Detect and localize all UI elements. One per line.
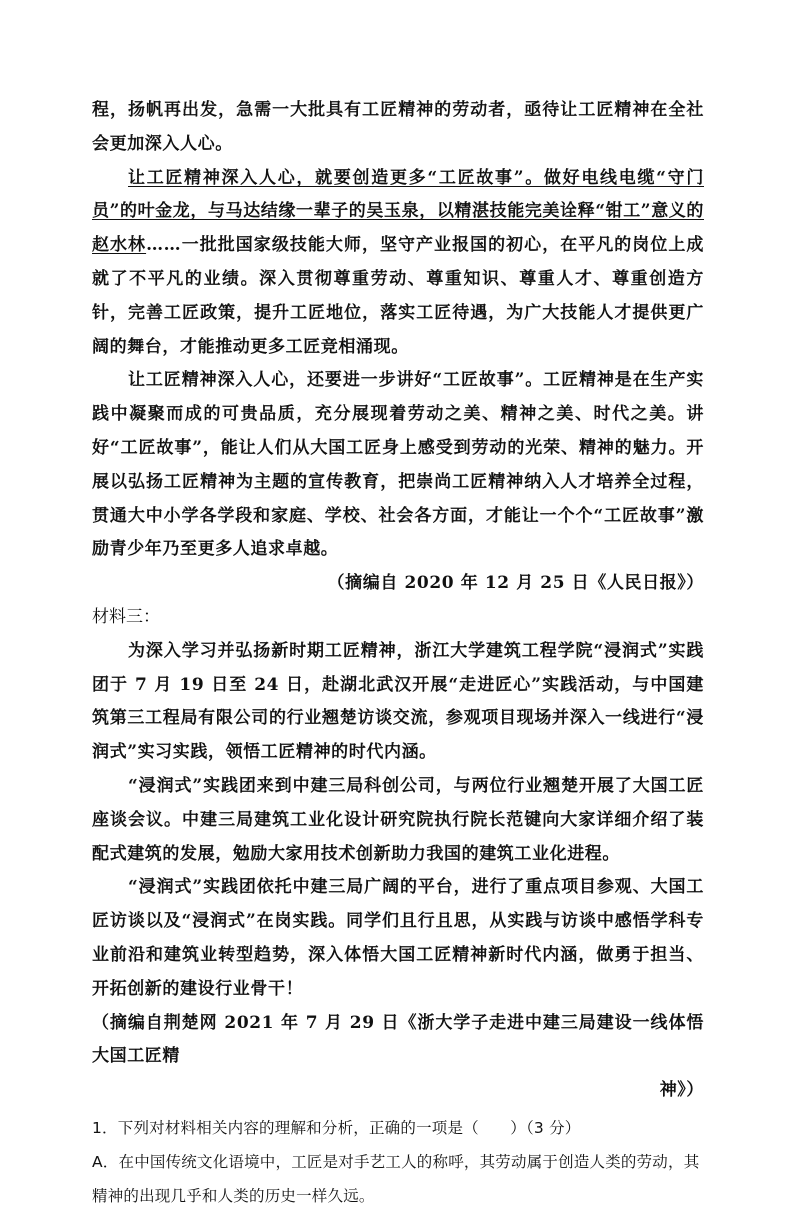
material-three-source-line-1: （摘编自荆楚网 2021 年 7 月 29 日《浙大学子走进中建三局建设一线体悟大国工匠精 bbox=[92, 1012, 704, 1067]
question-1-option-a: A．在中国传统文化语境中，工匠是对手艺工人的称呼，其劳动属于创造人类的劳动，其精神的出现几乎和人类的历史一样久远。 bbox=[92, 1152, 700, 1205]
material-two-continued-paragraph: 程，扬帆再出发，急需一大批具有工匠精神的劳动者，亟待让工匠精神在全社会更加深入人心。 bbox=[92, 100, 704, 154]
material-three-paragraph-3: “浸润式”实践团依托中建三局广阔的平台，进行了重点项目参观、大国工匠访谈以及“浸润式”在岗实践。同学们且行且思，从实践与访谈中感悟学科专业前沿和建筑业转型趋势，深入体悟大国工匠精神新时代内涵，做勇于担当、开拓创新的建设行业骨干！ bbox=[92, 877, 704, 999]
material-three-paragraph-1: 为深入学习并弘扬新时期工匠精神，浙江大学建筑工程学院“浸润式”实践团于 7 月 19 日至 24 日，赴湖北武汉开展“走进匠心”实践活动，与中国建筑第三工程局有限公司的行业翘楚访谈交流，参观项目现场并深入一线进行“浸润式”实习实践，领悟工匠精神的时代内涵。 bbox=[92, 640, 704, 763]
material-two-paragraph-tell-stories: 让工匠精神深入人心，还要进一步讲好“工匠故事”。工匠精神是在生产实践中凝聚而成的可贵品质，充分展现着劳动之美、精神之美、时代之美。讲好“工匠故事”，能让人们从大国工匠身上感受到劳动的光荣、精神的魅力。开展以弘扬工匠精神为主题的宣传教育，把崇尚工匠精神纳入人才培养全过程，贯通大中小学各学段和家庭、学校、社会各方面，才能让一个个“工匠故事”激励青少年乃至更多人追求卓越。 bbox=[92, 370, 704, 560]
document-page bbox=[92, 94, 704, 1213]
material-two-source: （摘编自 2020 年 12 月 25 日《人民日报》） bbox=[327, 573, 704, 594]
underlined-passage: 让工匠精神深入人心，就要创造更多“工匠故事”。做好电线电缆“守门员”的叶金龙，与马达结缘一辈子的吴玉泉，以精湛技能完美诠释“钳工”意义的赵水林 bbox=[92, 167, 704, 256]
paragraph-text: ……一批批国家级技能大师，坚守产业报国的初心，在平凡的岗位上成就了不平凡的业绩。深入贯彻尊重劳动、尊重知识、尊重人才、尊重创造方针，完善工匠政策，提升工匠地位，落实工匠待遇，为广大技能人才提供更广阔的舞台，才能推动更多工匠竞相涌现。 bbox=[92, 235, 704, 357]
material-two-paragraph-craftsman-stories bbox=[92, 162, 704, 365]
material-three-paragraph-2: “浸润式”实践团来到中建三局科创公司，与两位行业翘楚开展了大国工匠座谈会议。中建三局建筑工业化设计研究院执行院长范键向大家详细介绍了装配式建筑的发展，勉励大家用技术创新助力我国的建筑工业化进程。 bbox=[92, 775, 704, 864]
material-three-source-line-2: 神》） bbox=[659, 1080, 704, 1101]
question-1-stem: 1．下列对材料相关内容的理解和分析，正确的一项是（ ）（3 分） bbox=[92, 1118, 581, 1137]
material-three-label: 材料三： bbox=[92, 606, 160, 627]
